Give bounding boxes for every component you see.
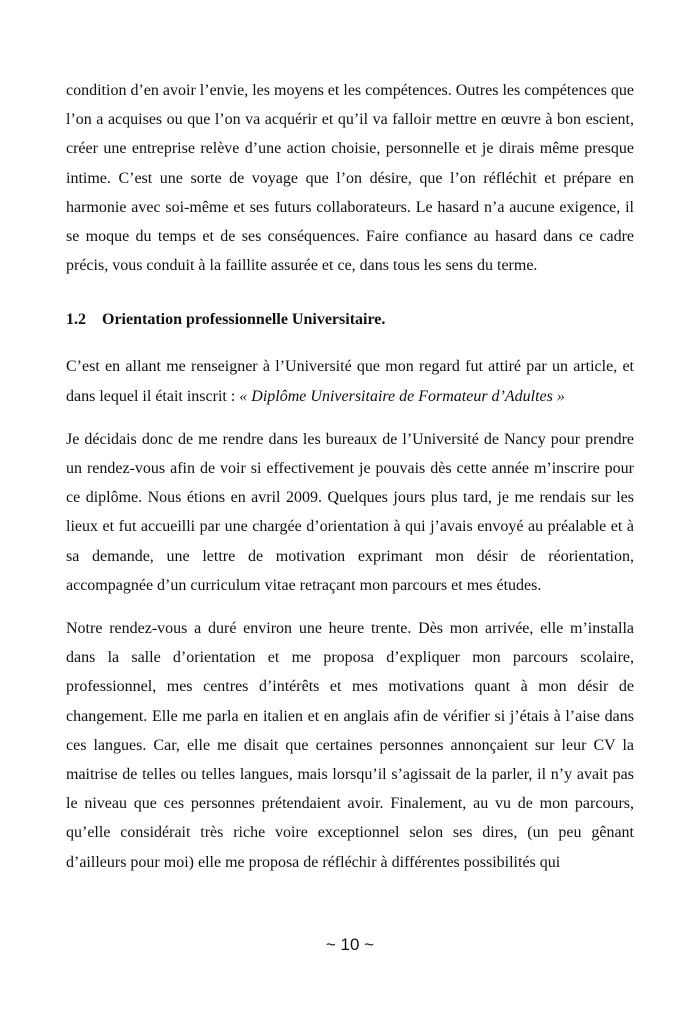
paragraph-1-text: C’est en allant me renseigner à l’Université que mon regard fut attiré par un article, et dans lequel il était inscrit :: [66, 358, 634, 405]
paragraph-1: [66, 352, 634, 410]
intro-paragraph: condition d’en avoir l’envie, les moyens et les compétences. Outres les compétences que l’on a acquises ou que l’on va acquérir et qu’il va falloir mettre en œuvre à bon escient, créer une entreprise relève d’une action choisie, personnelle et je dirais même presque intime. C’est une sorte de voyage que l’on désire, que l’on réfléchit et prépare en harmonie avec soi-même et ses futurs collaborateurs. Le hasard n’a aucune exigence, il se moque du temps et de ses conséquences. Faire confiance au hasard dans ce cadre précis, vous conduit à la faillite assurée et ce, dans tous les sens du terme.: [66, 82, 634, 275]
document-page: [66, 76, 634, 877]
diploma-quote: « Diplôme Universitaire de Formateur d’Adultes »: [239, 387, 565, 405]
paragraph-3: Notre rendez-vous a duré environ une heure trente. Dès mon arrivée, elle m’installa dans la salle d’orientation et me proposa d’expliquer mon parcours scolaire, professionnel, mes centres d’intérêts et mes motivations quant à mon désir de changement. Elle me parla en italien et en anglais afin de vérifier si j’étais à l’aise dans ces langues. Car, elle me disait que certaines personnes annonçaient sur leur CV la maitrise de telles ou telles langues, mais lorsqu’il s’agissait de la parler, il n’y avait pas le niveau que ces personnes prétendaient avoir. Finalement, au vu de mon parcours, qu’elle considérait très riche voire exceptionnel selon ses dires, (un peu gênant d’ailleurs pour moi) elle me proposa de réfléchir à différentes possibilités qui: [66, 620, 634, 871]
section-number: 1.2: [66, 311, 86, 329]
section-title: Orientation professionnelle Universitaire.: [102, 311, 386, 329]
paragraph-2: Je décidais donc de me rendre dans les bureaux de l’Université de Nancy pour prendre un rendez-vous afin de voir si effectivement je pouvais dès cette année m’inscrire pour ce diplôme. Nous étions en avril 2009. Quelques jours plus tard, je me rendais sur les lieux et fut accueilli par une chargée d’orientation à qui j’avais envoyé au préalable et à sa demande, une lettre de motivation exprimant mon désir de réorientation, accompagnée d’un curriculum vitae retraçant mon parcours et mes études.: [66, 430, 634, 594]
section-heading: [66, 305, 634, 334]
page-number: ~ 10 ~: [325, 935, 375, 954]
